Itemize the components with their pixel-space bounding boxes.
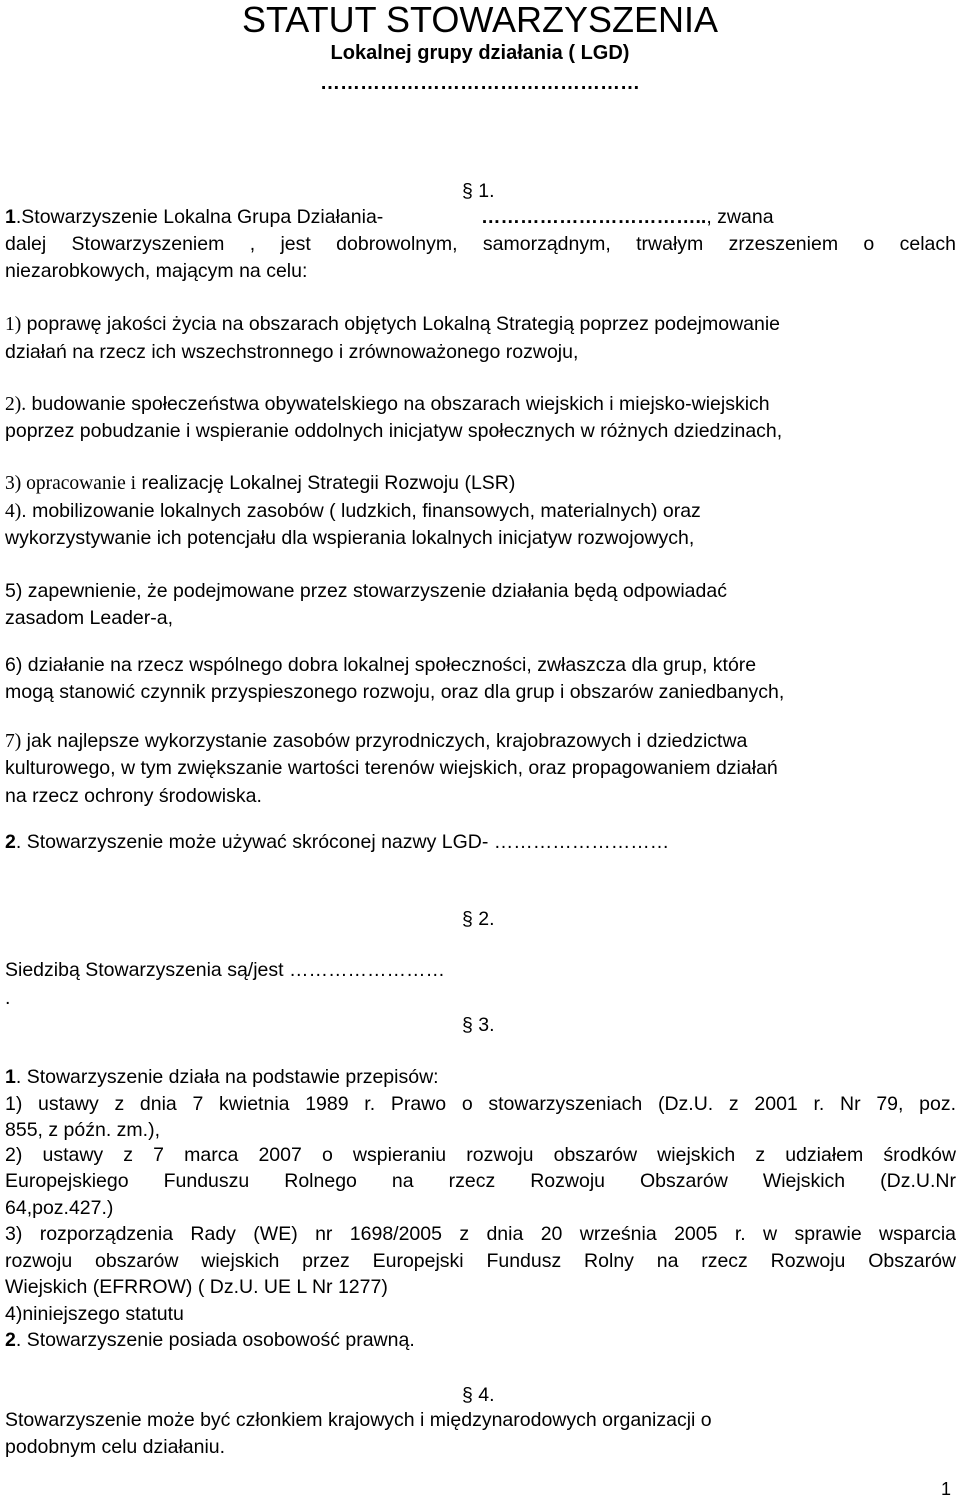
par2-number: 2: [5, 831, 16, 853]
seat-line: Siedzibą Stowarzyszenia są/jest ……………………: [5, 959, 445, 981]
document-subtitle: Lokalnej grupy działania ( LGD): [330, 42, 630, 64]
legal-par1-number: 1: [5, 1066, 16, 1088]
legal-line-9: Wiejskich (EFRROW) ( Dz.U. UE L Nr 1277): [5, 1276, 388, 1298]
goal-7-line-3: na rzecz ochrony środowiska.: [5, 785, 262, 807]
goal-7-line-2: kulturowego, w tym zwiększanie wartości terenów wiejskich, oraz propagowaniem działań: [5, 757, 778, 779]
section-4-heading: § 4.: [462, 1384, 495, 1406]
section-2-heading: § 2.: [462, 908, 495, 930]
section-1-heading: § 1.: [462, 180, 495, 202]
goal-1-line-2: działań na rzecz ich wszechstronnego i zrównoważonego rozwoju,: [5, 341, 579, 363]
par1-line-1: 1.Stowarzyszenie Lokalna Grupa Działania- …………………………….., zwana: [5, 206, 774, 228]
par2-line: 2. Stowarzyszenie może używać skróconej nazwy LGD- ………………………: [5, 831, 670, 853]
goal-6-line-2: mogą stanowić czynnik przyspieszonego rozwoju, oraz dla grup i obszarów zaniedbanych,: [5, 681, 785, 703]
legal-par2-number: 2: [5, 1329, 16, 1351]
seat-dot: .: [5, 987, 11, 1009]
legal-line-5: Europejskiego Funduszu Rolnego na rzecz Rozwoju Obszarów Wiejskich (Dz.U.Nr: [5, 1170, 956, 1192]
legal-line-7: 3) rozporządzenia Rady (WE) nr 1698/2005 z dnia 20 września 2005 r. w sprawie wsparcia: [5, 1223, 956, 1245]
goal-1-line-1: 1) poprawę jakości życia na obszarach objętych Lokalną Strategią poprzez podejmowanie: [5, 313, 781, 335]
goal-6-line-1: 6) działanie na rzecz wspólnego dobra lokalnej społeczności, zwłaszcza dla grup, które: [5, 654, 757, 676]
goal-4-line-1: 4). mobilizowanie lokalnych zasobów ( ludzkich, finansowych, materialnych) oraz: [5, 500, 701, 522]
document-title: STATUT STOWARZYSZENIA: [241, 0, 719, 40]
legal-line-8: rozwoju obszarów wiejskich przez Europejski Fundusz Rolny na rzecz Rozwoju Obszarów: [5, 1250, 956, 1272]
goal-7-line-1: 7) jak najlepsze wykorzystanie zasobów przyrodniczych, krajobrazowych i dziedzictwa: [5, 730, 748, 752]
goal-5-line-1: 5) zapewnienie, że podejmowane przez stowarzyszenie działania będą odpowiadać: [5, 580, 727, 602]
section-3-heading: § 3.: [462, 1014, 495, 1036]
goal-5-line-2: zasadom Leader-a,: [5, 607, 174, 629]
par4-line-1: Stowarzyszenie może być członkiem krajowych i międzynarodowych organizacji o: [5, 1409, 712, 1431]
par1-line-3: niezarobkowych, mającym na celu:: [5, 260, 308, 282]
legal-line-6: 64,poz.427.): [5, 1197, 114, 1219]
page-number: 1: [941, 1479, 952, 1499]
par1-line-2: dalej Stowarzyszeniem , jest dobrowolnym, samorządnym, trwałym zrzeszeniem o celach: [5, 233, 956, 255]
legal-line-3: 855, z późn. zm.),: [5, 1119, 160, 1141]
par4-line-2: podobnym celu działaniu.: [5, 1436, 226, 1458]
subtitle-placeholder-dots: …………………………………………: [320, 72, 640, 94]
legal-line-10: 4)niniejszego statutu: [5, 1303, 184, 1325]
par1-number: 1: [5, 206, 16, 228]
legal-line-11: 2. Stowarzyszenie posiada osobowość prawną.: [5, 1329, 415, 1351]
goal-2-line-2: poprzez pobudzanie i wspieranie oddolnych inicjatyw społecznych w różnych dziedzinach,: [5, 420, 783, 442]
goal-3-line-1: 3) opracowanie i realizację Lokalnej Strategii Rozwoju (LSR): [5, 472, 516, 494]
legal-line-1: 1. Stowarzyszenie działa na podstawie przepisów:: [5, 1066, 439, 1088]
goal-4-line-2: wykorzystywanie ich potencjału dla wspierania lokalnych inicjatyw rozwojowych,: [5, 527, 695, 549]
legal-line-2: 1) ustawy z dnia 7 kwietnia 1989 r. Prawo o stowarzyszeniach (Dz.U. z 2001 r. Nr 79, poz.: [5, 1093, 956, 1115]
goal-2-line-1: 2). budowanie społeczeństwa obywatelskiego na obszarach wiejskich i miejsko-wiejskich: [5, 393, 770, 415]
legal-line-4: 2) ustawy z 7 marca 2007 o wspieraniu rozwoju obszarów wiejskich z udziałem środków: [5, 1144, 956, 1166]
